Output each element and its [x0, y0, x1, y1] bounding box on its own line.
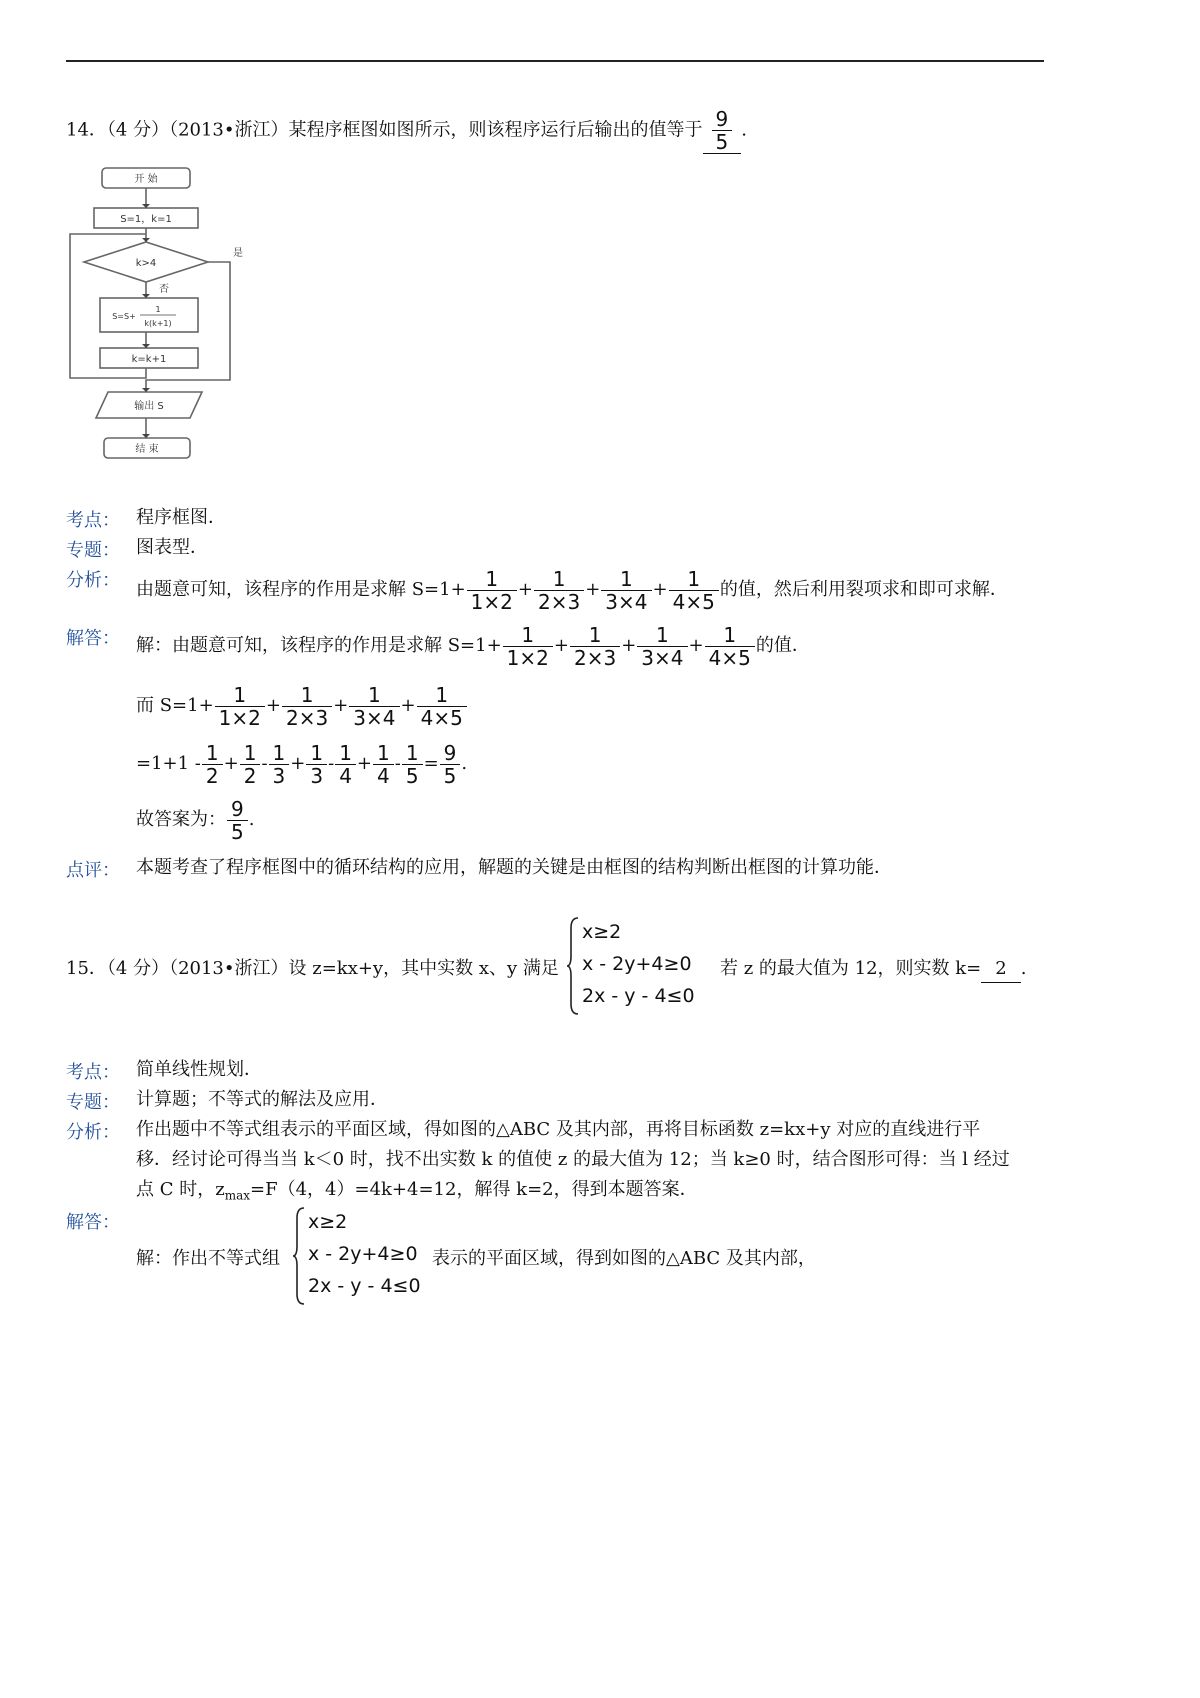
inequality-row: 2x - y - 4≤0	[582, 985, 695, 1007]
fraction-denominator: 2×3	[534, 590, 584, 613]
inequality-row: 2x - y - 4≤0	[308, 1275, 421, 1297]
fraction-numerator: 1	[521, 622, 535, 647]
q15-fenxi-line1: 作出题中不等式组表示的平面区域，得如图的△ABC 及其内部，再将目标函数 z=kx+y 对应的直线进行平	[136, 1119, 981, 1140]
q14-flowchart	[62, 160, 252, 470]
q14-expand-pre: =1+1 -	[136, 753, 201, 774]
fraction-denominator: 4	[335, 764, 356, 787]
fraction-denominator: 3×4	[601, 590, 651, 613]
q15-jieda-label: 解答：	[66, 1212, 120, 1233]
fraction-denominator: 3×4	[637, 646, 687, 669]
fraction-denominator: 3	[306, 764, 327, 787]
flow-start-label: 开 始	[134, 174, 158, 185]
sum-term-fraction	[601, 568, 651, 613]
q14-gu-line: 故答案为： $\frac{9}{5}$ .	[136, 796, 255, 844]
fraction-numerator: 1	[723, 622, 737, 647]
q14-dianping-label: 点评：	[66, 860, 120, 881]
q15-kaodian-label: 考点：	[66, 1062, 120, 1083]
q14-fenxi-pre: 由题意可知，该程序的作用是求解 S=1+	[136, 579, 466, 600]
fraction-denominator: 1×2	[467, 590, 517, 613]
sum-term-fraction	[637, 624, 687, 669]
q14-kaodian: 程序框图．	[136, 507, 226, 528]
fraction-numerator: 1	[272, 740, 286, 765]
expand-operator: -	[394, 753, 401, 774]
inequality-row: x≥2	[308, 1211, 348, 1233]
flow-output-label: 输出 S	[134, 401, 164, 412]
brace-icon	[566, 916, 580, 1016]
expand-term-fraction	[240, 742, 261, 787]
expand-operator: +	[223, 753, 239, 774]
fraction-denominator: 2	[202, 764, 223, 787]
sum-term-fraction	[215, 684, 265, 729]
q14-jieda-post: 的值．	[755, 635, 810, 656]
inequality-row: x - 2y+4≥0	[308, 1243, 418, 1265]
q14-gu-pre: 故答案为：	[136, 809, 226, 830]
fraction-denominator: 4×5	[705, 646, 755, 669]
sum-term-fraction	[669, 568, 719, 613]
q15-fenxi-label: 分析：	[66, 1122, 120, 1143]
flow-update-s-label: S=S+	[112, 312, 136, 321]
flow-condition-label: k>4	[135, 258, 157, 269]
expand-term-fraction	[202, 742, 223, 787]
q14-zhuanti: 图表型．	[136, 537, 208, 558]
q15-jieda-post: 表示的平面区域，得到如图的△ABC 及其内部，	[432, 1248, 816, 1269]
q15-kaodian: 简单线性规划．	[136, 1059, 262, 1080]
q15-stem-post-text: 若 z 的最大值为 12，则实数 k=	[720, 958, 982, 979]
q15-end-mark: .	[1020, 958, 1027, 979]
fraction-denominator: 3	[269, 764, 290, 787]
q14-fenxi-label: 分析：	[66, 570, 120, 591]
expand-operator: +	[290, 753, 306, 774]
fraction-numerator: 1	[405, 740, 419, 765]
flow-update-k-label: k=k+1	[131, 354, 167, 365]
q14-dianping: 本题考查了程序框图中的循环结构的应用，解题的关键是由框图的结构判断出框图的计算功能．	[136, 857, 892, 878]
fraction-denominator: 4	[373, 764, 394, 787]
fraction-numerator: 1	[339, 740, 352, 765]
fraction-numerator: 1	[205, 740, 219, 765]
fraction-denominator: 2×3	[570, 646, 620, 669]
flow-no-label: 否	[159, 284, 169, 295]
q14-fenxi-post: 的值，然后利用裂项求和即可求解．	[719, 579, 1008, 600]
fraction-numerator: 1	[310, 740, 324, 765]
fraction-numerator: 9	[231, 796, 244, 821]
q14-answer-fraction	[712, 108, 733, 153]
flow-end-label: 结 束	[135, 444, 159, 455]
sum-term-fraction	[503, 624, 553, 669]
sum-term-fraction	[417, 684, 467, 729]
expand-term-fraction	[440, 742, 461, 787]
fraction-denominator: 5	[227, 820, 248, 843]
q15-zhuanti-label: 专题：	[66, 1092, 120, 1113]
q15-jieda-inequality-system	[292, 1206, 432, 1306]
q15-fenxi-line3-pre: 点 C 时，z	[136, 1179, 225, 1200]
q14-er-pre: 而 S=1+	[136, 695, 214, 716]
expand-operator: -	[261, 753, 268, 774]
expand-term-fraction	[402, 742, 423, 787]
q14-er-line: 而 S=1+ $\frac{1}{1\times 2}$ + $\frac{1}{2\times 3}$ + $\frac{1}{3\times 4}$ + $\frac{1}{4\times 5}$	[136, 682, 468, 730]
expand-term-fraction	[306, 742, 327, 787]
flow-init-label: S=1，k=1	[120, 214, 172, 225]
q15-fenxi-line2: 移．经讨论可得当当 k＜0 时，找不出实数 k 的值使 z 的最大值为 12；当 k≥0 时，结合图形可得：当 l 经过	[136, 1149, 1010, 1170]
q14-end-mark: .	[741, 119, 747, 141]
fraction-denominator: 5	[440, 764, 461, 787]
fraction-denominator: 4×5	[669, 590, 719, 613]
q14-final-fraction	[227, 798, 248, 843]
q14-stem	[66, 108, 747, 154]
fraction-denominator: 1×2	[503, 646, 553, 669]
expand-operator: =	[423, 753, 439, 774]
sum-term-fraction	[349, 684, 399, 729]
q14-kaodian-label: 考点：	[66, 510, 120, 531]
q14-zhuanti-label: 专题：	[66, 540, 120, 561]
fraction-numerator: 1	[300, 682, 314, 707]
fraction-numerator: 1	[377, 740, 390, 765]
q15-zhuanti: 计算题；不等式的解法及应用．	[136, 1089, 388, 1110]
expand-operator: -	[328, 753, 335, 774]
flow-update-s-num: 1	[155, 305, 161, 314]
fraction-numerator: 1	[552, 566, 566, 591]
expand-term-fraction	[269, 742, 290, 787]
fraction-numerator: 1	[588, 622, 602, 647]
q15-stem-post	[720, 956, 1026, 983]
q14-jieda-label: 解答：	[66, 628, 120, 649]
q14-jieda-pre: 解：由题意可知，该程序的作用是求解 S=1+	[136, 635, 502, 656]
sum-term-fraction	[570, 624, 620, 669]
expand-term-fraction	[373, 742, 394, 787]
fraction-numerator: 9	[715, 107, 729, 131]
q15-fenxi-line3-post: =F（4，4）=4k+4=12，解得 k=2，得到本题答案．	[250, 1179, 698, 1200]
top-rule	[66, 60, 1044, 62]
fraction-denominator: 1×2	[215, 706, 265, 729]
q14-expand-line: =1+1 - $\frac{1}{2}$ + $\frac{1}{2}$ - $\frac{1}{3}$ + $\frac{1}{3}$ - $\frac{1}{4}$ + $\frac{1}{4}$ - $\frac{1}{5}$ = $\frac{9}{5}$ .	[136, 740, 468, 788]
q15-fenxi-line3	[136, 1177, 698, 1209]
expand-operator: +	[356, 753, 373, 774]
flow-yes-label: 是	[233, 248, 243, 259]
q15-inequality-system	[566, 916, 716, 1016]
fraction-denominator: 2	[240, 764, 261, 787]
fraction-numerator: 1	[687, 566, 701, 591]
sum-term-fraction	[282, 684, 332, 729]
brace-icon	[292, 1206, 306, 1306]
q14-jieda-line: 解：由题意可知，该程序的作用是求解 S=1+ $\frac{1}{1\times 2}$ + $\frac{1}{2\times 3}$ + $\frac{1}{3\times 4}$ + $\frac{1}{4\times 5}$ 的值．	[136, 622, 810, 670]
fraction-numerator: 1	[656, 622, 669, 647]
sum-term-fraction	[467, 568, 517, 613]
fraction-denominator: 5	[402, 764, 423, 787]
q14-answer-blank	[703, 108, 742, 154]
q14-fenxi-line: 由题意可知，该程序的作用是求解 S=1+ $\frac{1}{1\times 2}$ + $\frac{1}{2\times 3}$ + $\frac{1}{3\times 4}$ + $\frac{1}{4\times 5}$ 的值，然后利用裂项求和即可求解．	[136, 566, 1008, 614]
q15-jieda-pre: 解：作出不等式组	[136, 1248, 280, 1269]
fraction-denominator: 2×3	[282, 706, 332, 729]
fraction-denominator: 3×4	[349, 706, 399, 729]
q14-stem-text: 14．（4 分）（2013•浙江）某程序框图如图所示，则该程序运行后输出的值等于	[66, 119, 703, 141]
flow-update-s-den: k(k+1)	[144, 319, 172, 328]
fraction-numerator: 1	[243, 740, 257, 765]
sum-term-fraction	[534, 568, 584, 613]
fraction-numerator: 1	[620, 566, 633, 591]
q15-stem: 15．（4 分）（2013•浙江）设 z=kx+y，其中实数 x、y 满足	[66, 958, 559, 979]
inequality-row: x - 2y+4≥0	[582, 953, 692, 975]
sum-term-fraction	[705, 624, 755, 669]
fraction-denominator: 4×5	[417, 706, 467, 729]
fraction-numerator: 1	[368, 682, 381, 707]
fraction-numerator: 1	[233, 682, 247, 707]
fraction-numerator: 9	[443, 740, 457, 765]
inequality-row: x≥2	[582, 921, 622, 943]
fraction-numerator: 1	[485, 566, 499, 591]
q15-zmax-subscript: max	[224, 1188, 251, 1203]
fraction-numerator: 1	[435, 682, 449, 707]
expand-term-fraction	[335, 742, 356, 787]
q15-answer-blank: 2	[981, 956, 1020, 983]
fraction-denominator: 5	[712, 130, 733, 153]
